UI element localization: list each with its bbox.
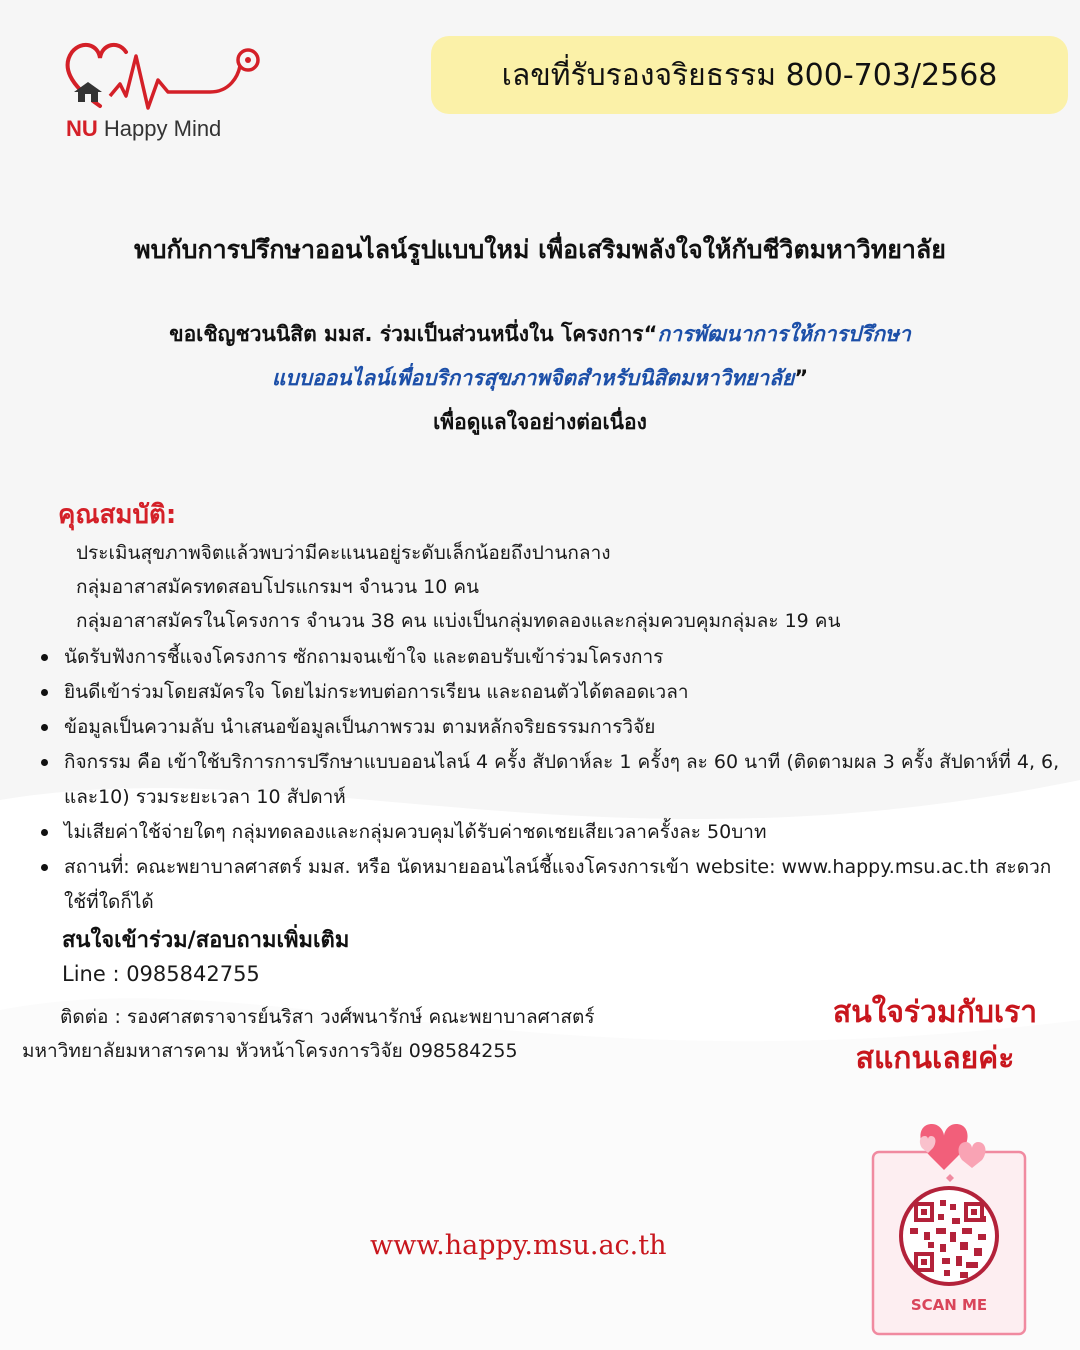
line-id: Line : 0985842755 [62,962,260,986]
list-item: ไม่เสียค่าใช้จ่ายใดๆ กลุ่มทดลองและกลุ่มควบคุมได้รับค่าชดเชยเสียเวลาครั้งละ 50บาท [40,815,1070,850]
invite-prefix: ขอเชิญชวนนิสิต มมส. ร่วมเป็นส่วนหนึ่งใน โครงการ“ [169,322,658,346]
heart-stethoscope-icon [60,36,270,116]
list-item: กิจกรรม คือ เข้าใช้บริการการปรึกษาแบบออนไลน์ 4 ครั้ง สัปดาห์ละ 1 ครั้งๆ ละ 60 นาที (ติดตามผล 3 ครั้ง สัปดาห์ที่ 4, 6, และ10) รวมระยะเวลา 10 สัปดาห์ [40,745,1070,815]
invite-close-quote: ” [794,366,809,390]
list-item: กลุ่มอาสาสมัครในโครงการ จำนวน 38 คน แบ่งเป็นกลุ่มทดลองและกลุ่มควบคุมกลุ่มละ 19 คน [76,610,841,632]
qualifications-plain-list [76,536,840,638]
qr-code-card[interactable] [866,1108,1032,1336]
ethics-approval-badge: เลขที่รับรองจริยธรรม 800-703/2568 [431,36,1068,114]
website-link[interactable]: www.happy.msu.ac.th [370,1230,667,1261]
contact-person [22,1000,742,1068]
contact-line-2: มหาวิทยาลัยมหาสารคาม หัวหน้าโครงการวิจัย 098584255 [22,1040,518,1062]
list-item: กลุ่มอาสาสมัครทดสอบโปรแกรมฯ จำนวน 10 คน [76,576,480,598]
list-item: สถานที่: คณะพยาบาลศาสตร์ มมส. หรือ นัดหมายออนไลน์ชี้แจงโครงการเข้า website: www.happy.msu.ac.th สะดวกใช้ที่ใดก็ได้ [40,850,1070,920]
invite-line-3: เพื่อดูแลใจอย่างต่อเนื่อง [433,410,647,434]
logo-wordmark [66,116,221,142]
list-item: ประเมินสุขภาพจิตแล้วพบว่ามีคะแนนอยู่ระดับเล็กน้อยถึงปานกลาง [76,542,611,564]
logo-name: Happy Mind [103,116,222,141]
logo-nu: NU [66,116,98,141]
list-item: นัดรับฟังการชี้แจงโครงการ ซักถามจนเข้าใจ และตอบรับเข้าร่วมโครงการ [40,640,1070,675]
project-name-part-2: แบบออนไลน์เพื่อบริการสุขภาพจิตสำหรับนิสิตมหาวิทยาลัย [271,366,795,390]
qualifications-title: คุณสมบัติ: [58,500,177,530]
qualifications-bullet-list [40,640,1070,920]
headline: พบกับการปรึกษาออนไลน์รูปแบบใหม่ เพื่อเสริมพลังใจให้กับชีวิตมหาวิทยาลัย [134,235,946,264]
cta-line-2: สแกนเลยค่ะ [855,1041,1015,1076]
nu-happy-mind-logo [60,36,270,148]
call-to-action [790,990,1080,1082]
contact-line-1: ติดต่อ : รองศาสตราจารย์นริสา วงศ์พนารักษ์ คณะพยาบาลศาสตร์ [60,1006,595,1028]
scan-me-label: SCAN ME [910,1296,988,1314]
invite-line-1 [20,312,1060,356]
invite-line-2 [20,356,1060,400]
interest-title: สนใจเข้าร่วม/สอบถามเพิ่มเติม [62,928,350,953]
invitation [20,312,1060,444]
cta-line-1: สนใจร่วมกับเรา [832,995,1038,1030]
list-item: ยินดีเข้าร่วมโดยสมัครใจ โดยไม่กระทบต่อการเรียน และถอนตัวได้ตลอดเวลา [40,675,1070,710]
list-item: ข้อมูลเป็นความลับ นำเสนอข้อมูลเป็นภาพรวม ตามหลักจริยธรรมการวิจัย [40,710,1070,745]
project-name-part-1: การพัฒนาการให้การปรึกษา [657,322,911,346]
